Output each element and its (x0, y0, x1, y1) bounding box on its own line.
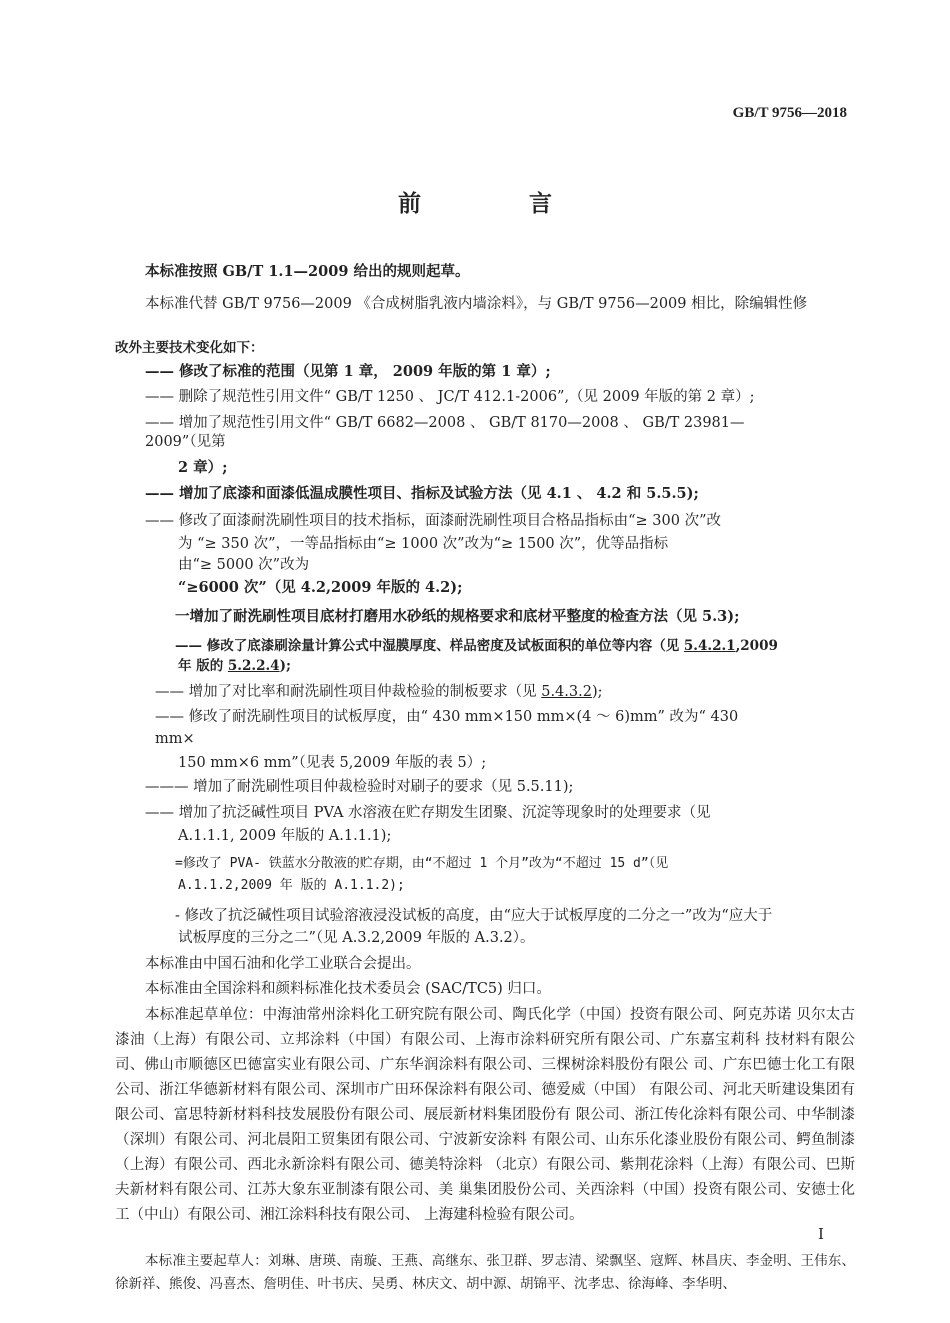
drafters-paragraph: 本标准主要起草人：刘琳、唐瑛、南璇、王燕、高继东、张卫群、罗志清、梁飘坚、寇辉、林昌庆、李金明、王伟东、徐新祥、熊俊、冯喜杰、詹明佳、叶书庆、吴勇、林庆文、胡中源、胡锦平、沈孝忠、徐海峰、李华明、 (115, 1253, 855, 1292)
change-item-cont: 由“≥ 5000 次”改为 (178, 557, 310, 573)
clause-ref[interactable]: 5.2.2.4 (227, 658, 280, 674)
change-item-cont: 年 版的 5.2.2.4); (178, 658, 291, 674)
replace-line: 本标准代替 GB/T 9756—2009 《合成树脂乳液内墙涂料》，与 GB/T 9756—2009 相比，除编辑性修 (145, 296, 808, 312)
intro-line: 本标准按照 GB/T 1.1—2009 给出的规则起草。 (145, 263, 470, 280)
change-item: =修改了 PVA- 铁蓝水分散液的贮存期，由“不超过 1 个月”改为“不超过 15 d”（见 (175, 856, 669, 871)
change-item-cont: “≥6000 次”（见 4.2,2009 年版的 4.2); (178, 579, 463, 596)
change-item: —— 增加了对比率和耐洗刷性项目仲裁检验的制板要求（见 5.4.3.2); (155, 684, 603, 700)
change-item-cont: 试板厚度的三分之二”（见 A.3.2,2009 年版的 A.3.2）。 (178, 930, 535, 946)
committee-line: 本标准由全国涂料和颜料标准化技术委员会 (SAC/TC5) 归口。 (145, 981, 551, 997)
clause-ref[interactable]: 5.4.2.1 (683, 638, 736, 654)
change-item-cont: 2009”（见第 (145, 434, 226, 450)
clause-ref[interactable]: 5.4.3.2 (541, 684, 592, 700)
change-item-cont: A.1.1.1, 2009 年版的 A.1.1.1); (178, 828, 392, 844)
change-item: 一增加了耐洗刷性项目底材打磨用水砂纸的规格要求和底材平整度的检查方法（见 5.3); (175, 608, 740, 625)
proposer-line: 本标准由中国石油和化学工业联合会提出。 (145, 956, 421, 972)
change-item: —— 删除了规范性引用文件“ GB/T 1250 、 JC/T 412.1-2006”,（见 2009 年版的第 2 章）; (145, 389, 755, 405)
change-item: —— 增加了底漆和面漆低温成膜性项目、指标及试验方法（见 4.1 、 4.2 和 5.5.5); (145, 485, 699, 502)
change-item: —— 修改了耐洗刷性项目的试板厚度，由“ 430 mm×150 mm×(4 ～ 6)mm” 改为“ 430 (155, 709, 739, 725)
change-item: - 修改了抗泛碱性项目试验溶液浸没试板的高度，由“应大于试板厚度的二分之一”改为“应大于 (175, 908, 773, 924)
change-item: —— 修改了标准的范围（见第 1 章， 2009 年版的第 1 章）; (145, 363, 551, 380)
changes-heading: 改外主要技术变化如下： (115, 340, 264, 356)
change-item-cont: A.1.1.2,2009 年 版的 A.1.1.2); (178, 878, 405, 893)
change-item: —— 增加了抗泛碱性项目 PVA 水溶液在贮存期发生团聚、沉淀等现象时的处理要求（见 (145, 805, 711, 821)
page-number: I (818, 1225, 824, 1243)
change-item-cont: 2 章）; (178, 459, 228, 476)
change-item: —— 修改了底漆刷涂量计算公式中湿膜厚度、样品密度及试板面积的单位等内容（见 5.4.2.1,2009 (175, 638, 778, 654)
change-item-cont: 150 mm×6 mm”（见表 5,2009 年版的表 5）; (178, 755, 487, 771)
drafting-units-paragraph: 本标准起草单位：中海油常州涂料化工研究院有限公司、陶氏化学（中国）投资有限公司、阿克苏诺 贝尔太古漆油（上海）有限公司、立邦涂料（中国）有限公司、上海市涂料研究所有限公司、广东嘉宝莉科 技材料有限公司、佛山市顺德区巴德富实业有限公司、广东华润涂料有限公司、三棵树涂料股份有限公 司、广东巴德士化工有限公司、浙江华德新材料有限公司、深圳市广田环保涂料有限公司、德爱威（中国） 有限公司、河北天昕建设集团有限公司、富思特新材料科技发展股份有限公司、展辰新材料集团股份有 限公司、浙江传化涂料有限公司、中华制漆（深圳）有限公司、河北晨阳工贸集团有限公司、宁波新安涂料 有限公司、山东乐化漆业股份有限公司、鳄鱼制漆（上海）有限公司、西北永新涂料有限公司、德美特涂料 （北京）有限公司、紫荆花涂料（上海）有限公司、巴斯夫新材料有限公司、江苏大象东亚制漆有限公司、美 巢集团股份公司、关西涂料（中国）投资有限公司、安德士化工（中山）有限公司、湘江涂料科技有限公司、 上海建科检验有限公司。 (115, 1007, 855, 1223)
change-item: —— 增加了规范性引用文件“ GB/T 6682—2008 、 GB/T 8170—2008 、 GB/T 23981— (145, 415, 745, 431)
change-item-cont: 为 “≥ 350 次”，一等品指标由“≥ 1000 次”改为“≥ 1500 次”，优等品指标 (178, 536, 669, 552)
change-item: ——— 增加了耐洗刷性项目仲裁检验时对刷子的要求（见 5.5.11); (145, 779, 574, 795)
change-item-cont: mm× (155, 731, 195, 747)
page-title: 前 言 (397, 190, 602, 217)
standard-code: GB/T 9756—2018 (732, 105, 847, 121)
change-item: —— 修改了面漆耐洗刷性项目的技术指标，面漆耐洗刷性项目合格品指标由“≥ 300 次”改 (145, 513, 721, 529)
